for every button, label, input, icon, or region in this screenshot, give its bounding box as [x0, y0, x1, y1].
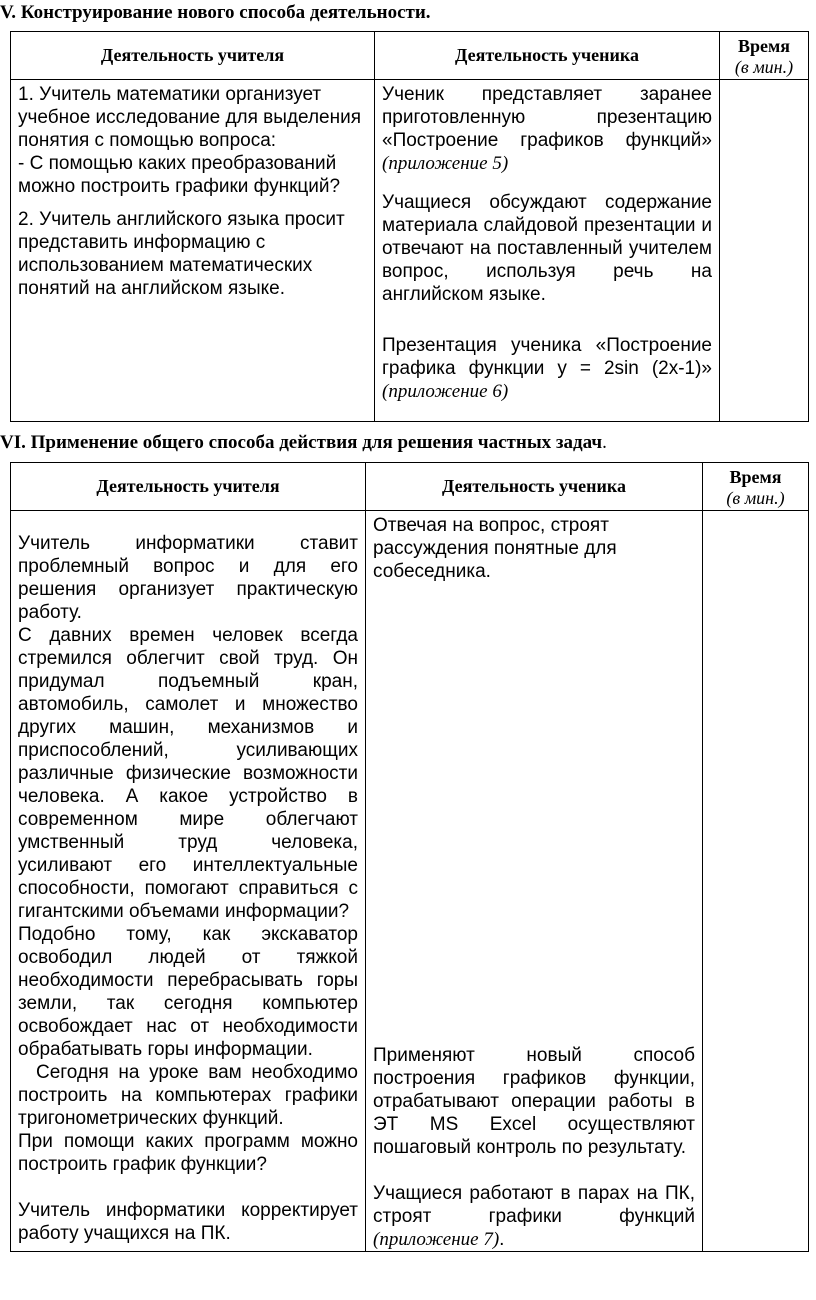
section-6-title: Применение общего способа действия для решения частных задач [30, 432, 603, 453]
teacher-paragraph: 1. Учитель математики организует учебное исследование для выделения понятия с помощью вопроса: [18, 84, 362, 151]
section-5-heading [0, 2, 431, 24]
section-6-number: VI. [0, 432, 26, 453]
section-6-student-cell [366, 511, 703, 1252]
teacher-paragraph: Подобно тому, как экскаватор освободил людей от тяжкой необходимости перебрасывать горы земли, так сегодня компьютер освобождает нас от необходимости обрабатывать горы информации. [18, 924, 358, 1060]
student-paragraph [373, 1182, 695, 1251]
teacher-paragraph: Учитель информатики корректирует работу учащихся на ПК. [18, 1200, 358, 1244]
section-5-content-row [11, 80, 809, 422]
teacher-activity-header: Деятельность учителя [11, 32, 375, 80]
teacher-paragraph: 2. Учитель английского языка просит представить информацию с использованием математических понятий на английском языке. [18, 209, 345, 299]
student-paragraph-end: . [499, 1229, 505, 1250]
section-6-heading [0, 432, 607, 454]
time-header-label: Время [737, 36, 790, 56]
student-paragraph: Учащиеся обсуждают содержание материала слайдовой презентации и отвечают на поставленный учителем вопрос, используя речь на английском языке. [382, 192, 712, 305]
section-5-title: Конструирование нового способа деятельности. [20, 2, 431, 23]
teacher-paragraph: - С помощью каких преобразований можно построить графики функций? [18, 153, 341, 197]
teacher-paragraph: С давних времен человек всегда стремился облегчит свой труд. Он придумал подъемный кран, автомобиль, самолет и множество других машин, механизмов и приспособлений, усиливающих различные физические возможности человека. А какое устройство в современном мире облегчают умственный труд человека, усиливают его интеллектуальные способности, помогают справиться с гигантскими объемами информации? [18, 625, 358, 922]
section-6-time-cell [703, 511, 809, 1252]
appendix-reference: (приложение 5) [382, 153, 509, 174]
section-5-header-row [11, 32, 809, 80]
section-6-table [10, 462, 809, 1252]
student-paragraph [382, 334, 712, 403]
section-5-student-cell [375, 80, 720, 422]
student-paragraph-text: Ученик представляет заранее приготовленную презентацию «Построение графиков функций» [382, 84, 712, 151]
section-5-number: V. [0, 2, 17, 23]
section-5-time-cell [720, 80, 809, 422]
appendix-reference: (приложение 6) [382, 381, 509, 402]
teacher-paragraph: При помощи каких программ можно построить график функции? [18, 1131, 358, 1175]
section-6-title-end: . [602, 432, 607, 453]
teacher-paragraph: Учитель информатики ставит проблемный вопрос и для его решения организует практическую работу. [18, 533, 358, 623]
appendix-reference: (приложение 7) [373, 1229, 500, 1250]
time-header-unit: (в мин.) [726, 488, 785, 508]
student-paragraph: Отвечая на вопрос, строят рассуждения понятные для собеседника. [373, 515, 617, 582]
time-header [703, 463, 809, 511]
section-6-content-row [11, 511, 809, 1252]
time-header-unit: (в мин.) [734, 57, 794, 77]
student-paragraph-text: Учащиеся работают в парах на ПК, строят графики функций [373, 1183, 695, 1227]
time-header-label: Время [729, 467, 782, 487]
section-5-table [10, 31, 809, 422]
student-paragraph: Применяют новый способ построения графиков функции, отрабатывают операции работы в ЭТ MS Excel осуществляют пошаговый контроль по результату. [373, 1045, 695, 1158]
student-activity-header: Деятельность ученика [375, 32, 720, 80]
time-header [720, 32, 809, 80]
section-6-header-row [11, 463, 809, 511]
section-5-teacher-cell [11, 80, 375, 422]
student-activity-header: Деятельность ученика [366, 463, 703, 511]
student-paragraph-text: Презентация ученика «Построение графика функции y = 2sin (2x-1)» [382, 335, 712, 379]
student-paragraph [382, 83, 712, 175]
teacher-paragraph: Сегодня на уроке вам необходимо построить на компьютерах графики тригонометрических функций. [18, 1062, 358, 1129]
teacher-activity-header: Деятельность учителя [11, 463, 366, 511]
section-6-teacher-cell [11, 511, 366, 1252]
